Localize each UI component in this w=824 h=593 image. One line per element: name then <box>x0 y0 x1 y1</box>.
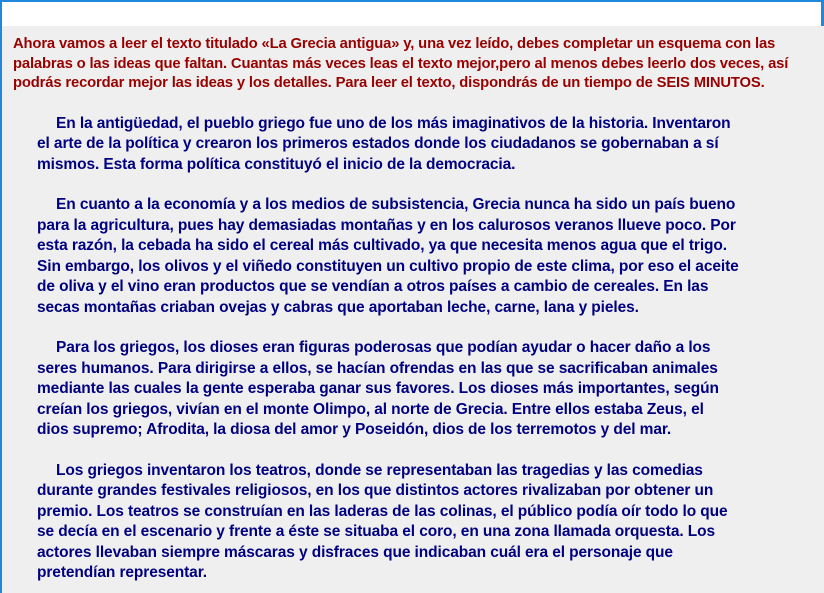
passage-paragraph-theatre: Los griegos inventaron los teatros, donde se representaban las tragedias y las comedias durante grandes festivales religiosos, en los que distintos actores rivalizaban por obtener un premio. Los teatros se construían en las laderas de las colinas, el público podía oír todo lo que se decía en el escenario y frente a éste se situaba el coro, en una zona llamada orquesta. Los actores llevaban siempre máscaras y disfraces que indicaban cuál era el personaje que pretendían representar. <box>37 461 728 581</box>
reading-area <box>2 26 824 584</box>
passage-paragraph-politics: En la antigüedad, el pueblo griego fue uno de los más imaginativos de la historia. Inventaron el arte de la política y crearon los primeros estados donde los ciudadanos se gobernaban a sí mismos. Esta forma política constituyó el inicio de la democracia. <box>37 114 731 173</box>
header-band <box>2 2 824 26</box>
passage-paragraph-gods: Para los griegos, los dioses eran figuras poderosas que podían ayudar o hacer daño a los seres humanos. Para dirigirse a ellos, se hacían ofrendas en las que se sacrificaban animales mediante las cuales la gente esperaba ganar sus favores. Los dioses más importantes, según creían los griegos, vivían en el monte Olimpo, al norte de Grecia. Entre ellos estaba Zeus, el dios supremo; Afrodita, la diosa del amor y Poseidón, dios de los terremotos y del mar. <box>37 339 719 438</box>
passage-paragraph-economy: En cuanto a la economía y a los medios de subsistencia, Grecia nunca ha sido un país bueno para la agricultura, pues hay demasiadas montañas y en los calurosos veranos llueve poco. Por esta razón, la cebada ha sido el cereal más cultivado, ya que necesita menos agua que el trigo. Sin embargo, los olivos y el viñedo constituyen un cultivo propio de este clima, por eso el aceite de oliva y el vino eran productos que se vendían a otros países a cambio de cereales. En las secas montañas criaban ovejas y cabras que aportaban leche, carne, lana y pieles. <box>37 196 739 316</box>
instructions-text: Ahora vamos a leer el texto titulado «La Grecia antigua» y, una vez leído, debes completar un esquema con las palabras o las ideas que faltan. Cuantas más veces leas el texto mejor,pero al menos debes leerlo dos veces, así podrás recordar mejor las ideas y los detalles. Para leer el texto, dispondrás de un tiempo de SEIS MINUTOS. <box>13 36 789 91</box>
